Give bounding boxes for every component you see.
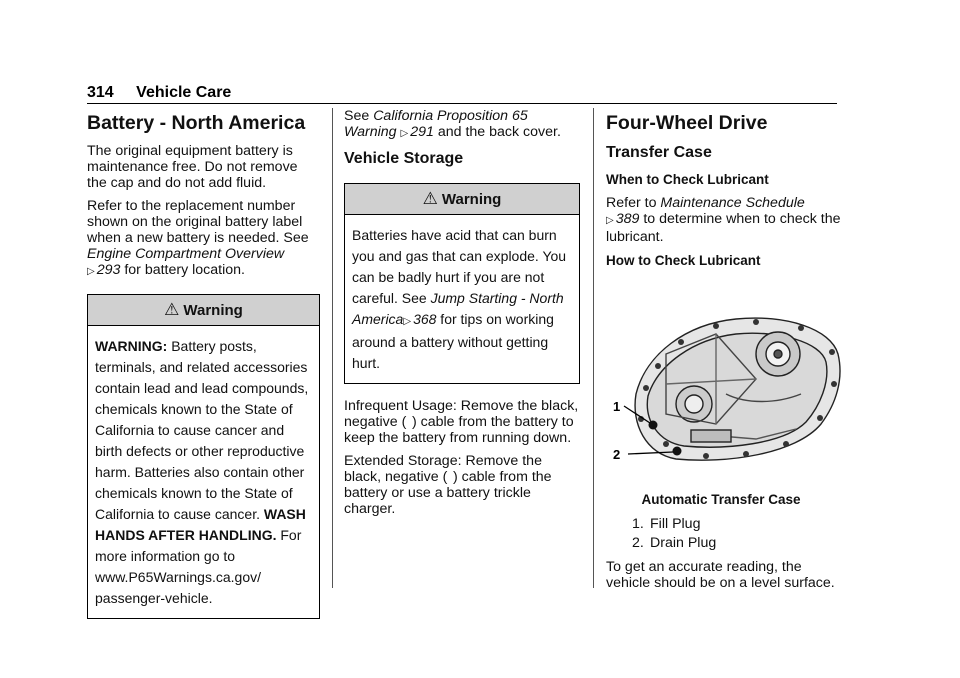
xref-arrow-icon: ▷	[403, 316, 412, 327]
column-divider	[332, 108, 333, 588]
link-california-prop-65[interactable]: California Proposition 65 Warning	[344, 108, 528, 140]
header-rule	[87, 103, 837, 104]
callout-1-label: 1	[613, 399, 621, 414]
page-ref[interactable]: 389	[615, 211, 640, 227]
warning-triangle-icon: ⚠	[164, 300, 180, 319]
paragraph: Refer to Maintenance Schedule ▷ 389 to determine when to check the lubricant.	[606, 195, 841, 245]
fill-plug-marker	[649, 421, 658, 430]
link-engine-compartment[interactable]: Engine Compartment Overview	[87, 246, 285, 262]
xref-arrow-icon: ▷	[87, 266, 95, 277]
warning-title: ⚠ Warning	[345, 184, 579, 215]
column-3	[606, 108, 846, 598]
warning-title: ⚠ Warning	[88, 295, 319, 326]
callout-list	[606, 516, 846, 551]
battery-heading: Battery - North America	[87, 112, 306, 134]
xref-arrow-icon: ▷	[400, 128, 409, 139]
page-ref[interactable]: 293	[96, 262, 121, 278]
figure-caption: Automatic Transfer Case	[641, 492, 801, 507]
drain-plug-marker	[673, 447, 682, 456]
warning-box	[87, 294, 320, 619]
link-maintenance-schedule[interactable]: Maintenance Schedule	[660, 195, 805, 211]
how-to-check-heading: How to Check Lubricant	[606, 253, 761, 268]
section-title: Vehicle Care	[136, 84, 232, 101]
vehicle-storage-heading: Vehicle Storage	[344, 150, 464, 167]
list-item: 1. Fill Plug	[632, 516, 701, 532]
list-item: 2. Drain Plug	[632, 535, 717, 551]
xref-arrow-icon: ▷	[606, 215, 614, 226]
paragraph: See California Proposition 65 Warning ▷ 291 and the back cover.	[344, 108, 561, 140]
page-header	[87, 84, 231, 102]
warning-body: WARNING: Battery posts, terminals, and related accessories contain lead and lead compounds, chemicals known to the State of California to cause cancer and birth defects or other reproductive harm. Batteries also contain other chemicals known to the State of California to cause cancer. WASH HANDS AFTER HANDLING. For more information go to www.P65Warnings.ca.gov/ passenger-vehicle.	[95, 338, 309, 606]
page-ref[interactable]: 368	[413, 311, 437, 327]
paragraph: The original equipment battery is maintenance free. Do not remove the cap and do not add fluid.	[87, 143, 298, 191]
transfer-case-heading: Transfer Case	[606, 144, 712, 161]
column-2	[344, 108, 580, 524]
paragraph: Refer to the replacement number shown on the original battery label when a new battery is needed. See Engine Compartment Overview ▷ 293 for battery location.	[87, 198, 309, 278]
transfer-case-illustration	[606, 284, 846, 484]
paragraph: Extended Storage: Remove the black, negative ( ) cable from the battery or use a battery trickle charger.	[344, 453, 552, 517]
page-ref[interactable]: 291	[410, 124, 434, 140]
paragraph: Infrequent Usage: Remove the black, negative ( ) cable from the battery to keep the battery from running down.	[344, 398, 579, 446]
column-divider	[593, 108, 594, 588]
paragraph: To get an accurate reading, the vehicle should be on a level surface.	[606, 559, 835, 591]
four-wheel-drive-heading: Four-Wheel Drive	[606, 112, 768, 134]
warning-body: Batteries have acid that can burn you and gas that can explode. You can be badly hurt if you are not careful. See Jump Starting - North America▷ 368 for tips on working around a battery without getting hurt.	[352, 227, 567, 371]
when-to-check-heading: When to Check Lubricant	[606, 172, 769, 187]
column-1	[87, 108, 320, 633]
callout-2-label: 2	[613, 447, 621, 462]
warning-triangle-icon: ⚠	[422, 189, 438, 208]
warning-box	[344, 183, 580, 384]
link-jump-starting[interactable]: Jump Starting - North America	[352, 290, 564, 327]
page-number: 314	[87, 84, 114, 101]
